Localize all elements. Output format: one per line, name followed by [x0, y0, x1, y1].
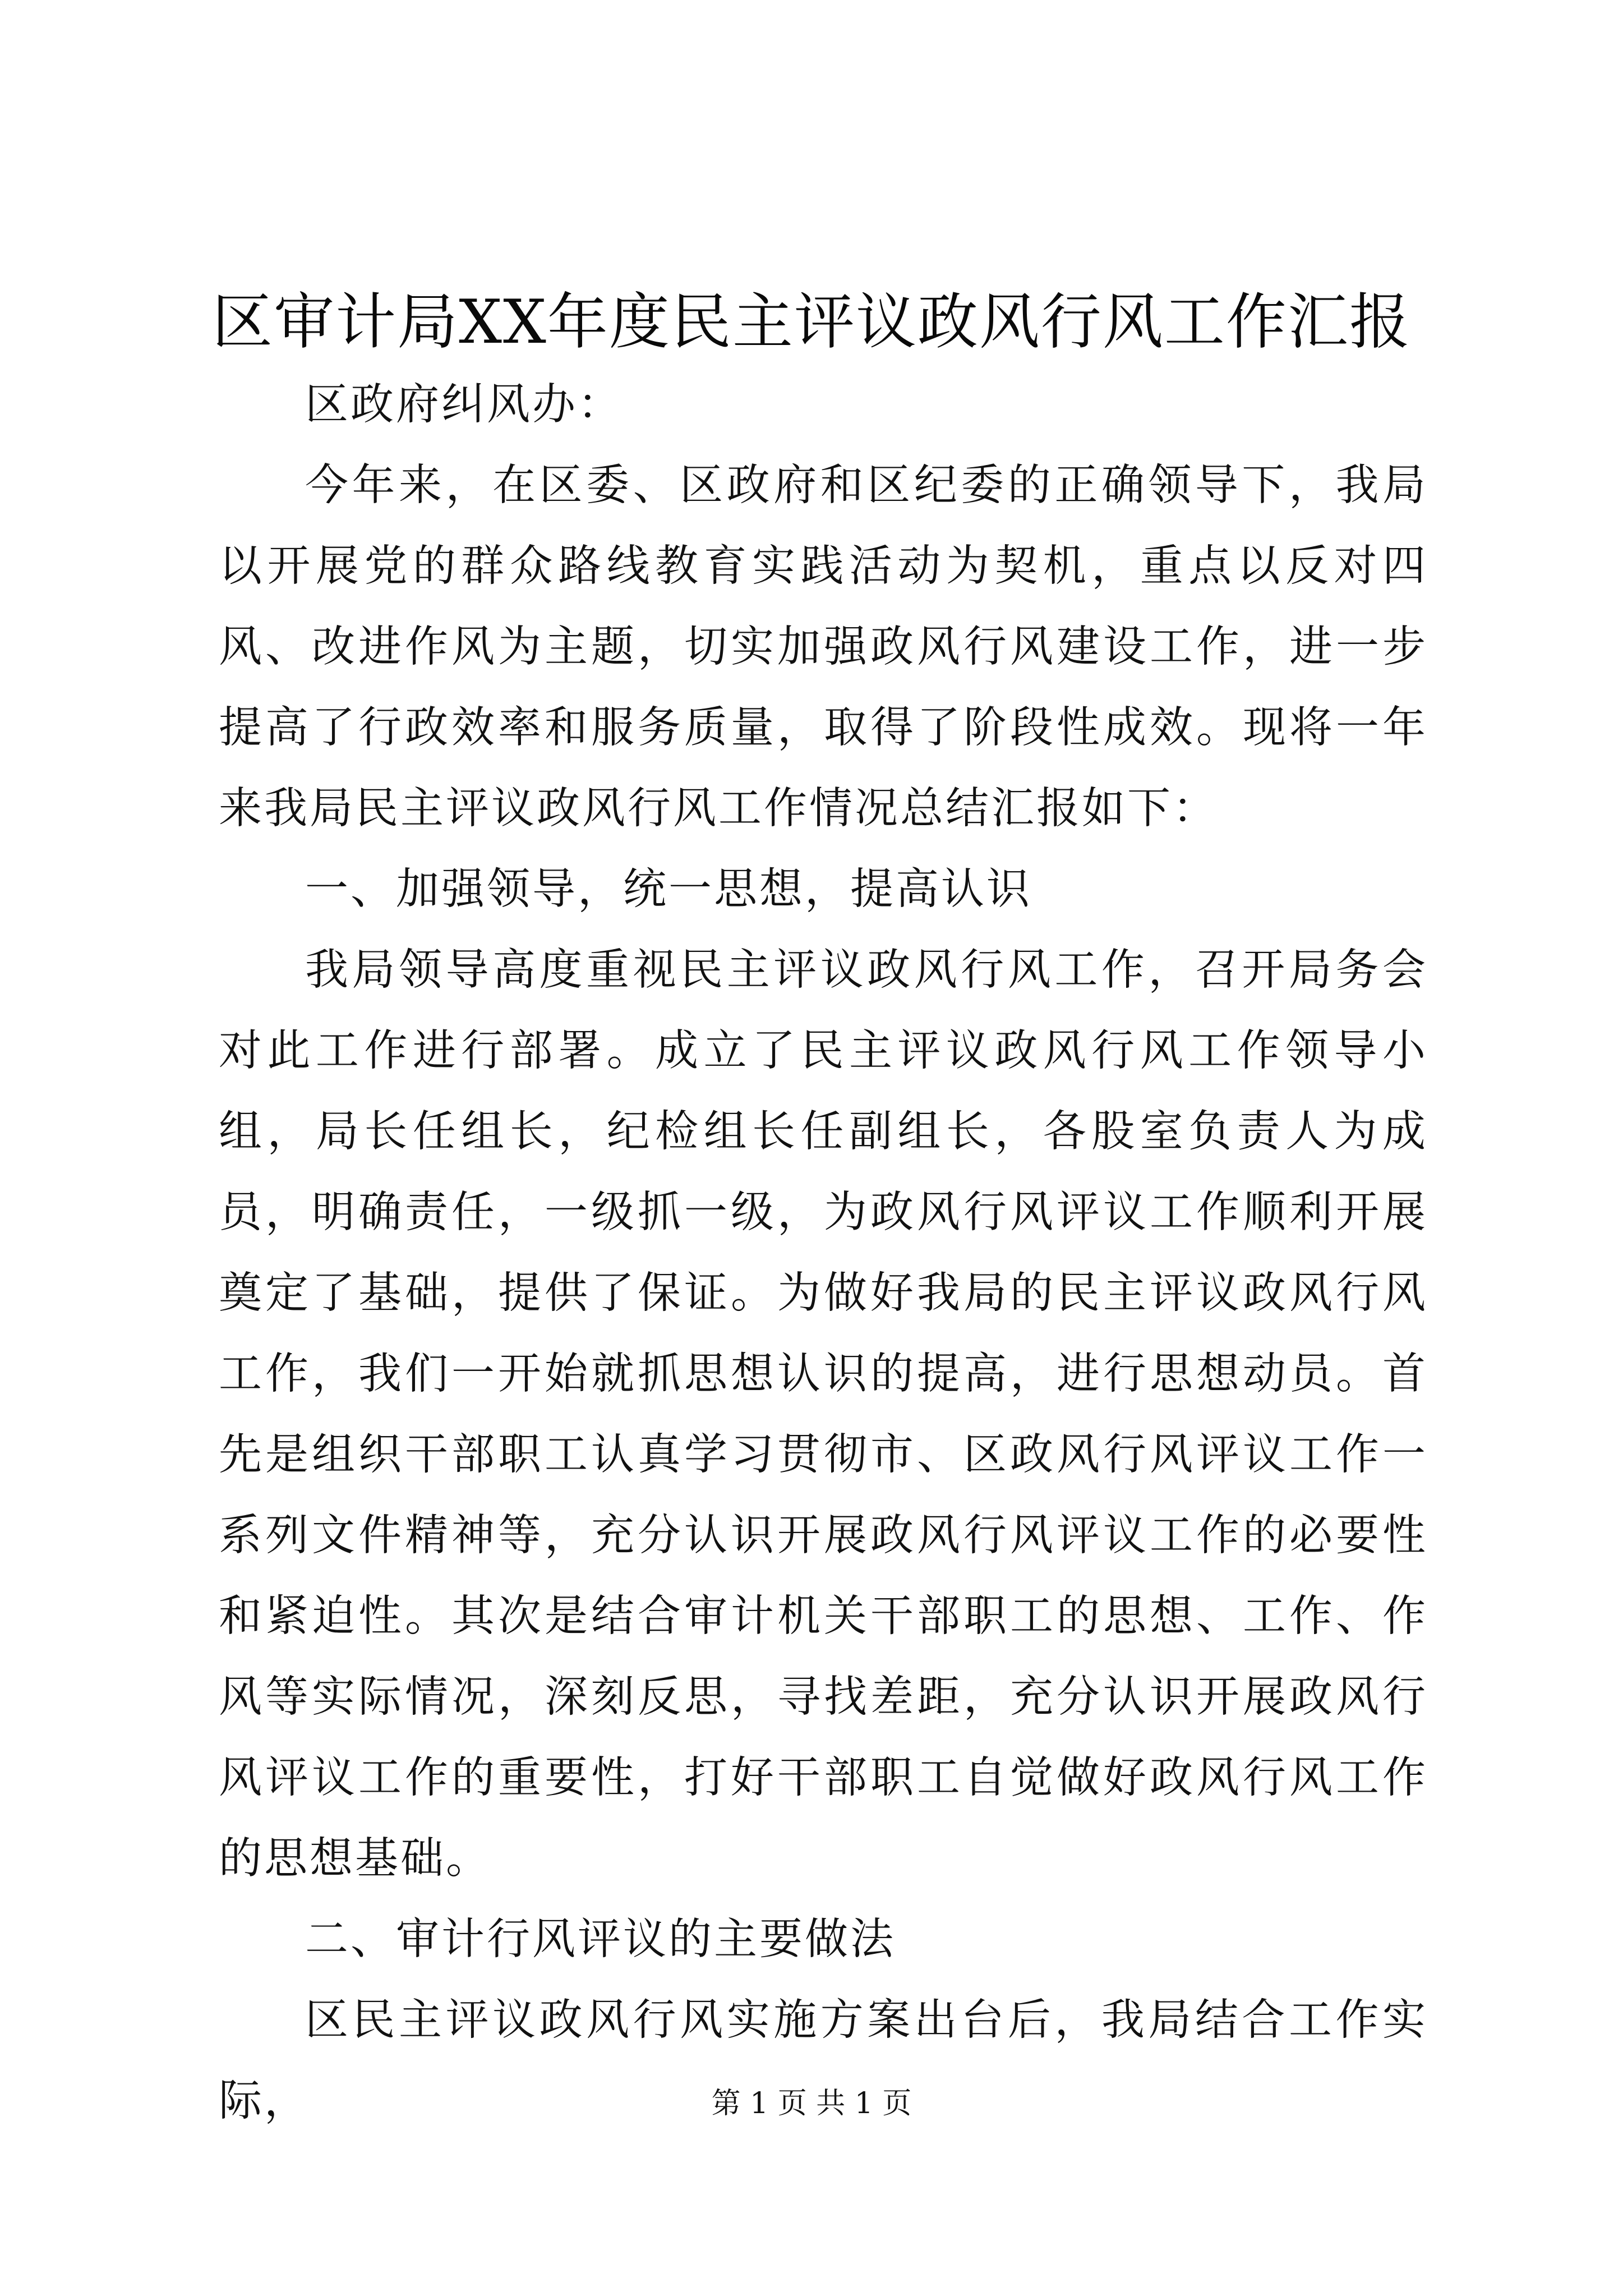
document-title: 区审计局XX年度民主评议政风行风工作汇报: [212, 287, 1411, 357]
salutation: 区政府纠风办：: [305, 380, 623, 430]
page-footer: 第 1 页 共 1 页: [711, 2087, 912, 2120]
paragraph-intro: 今年来，在区委、区政府和区纪委的正确领导下，我局以开展党的群众路线教育实践活动为契机，重点以反对四风、改进作风为主题，切实加强政风行风建设工作，进一步提高了行政效率和服务质量，取得了阶段性成效。现将一年来我局民主评议政风行风工作情况总结汇报如下：: [219, 461, 1428, 834]
section-heading-1: 一、加强领导，统一思想，提高认识: [305, 864, 1032, 914]
document-body: [219, 365, 1428, 2142]
paragraph-section-2: 区民主评议政风行风实施方案出台后，我局结合工作实际，: [219, 1995, 1428, 2126]
section-heading-2: 二、审计行风评议的主要做法: [305, 1915, 896, 1964]
paragraph-section-1: 我局领导高度重视民主评议政风行风工作，召开局务会对此工作进行部署。成立了民主评议政风行风工作领导小组，局长任组长，纪检组长任副组长，各股室负责人为成员，明确责任，一级抓一级，为政风行风评议工作顺利开展奠定了基础，提供了保证。为做好我局的民主评议政风行风工作，我们一开始就抓思想认识的提高，进行思想动员。首先是组织干部职工认真学习贯彻市、区政风行风评议工作一系列文件精神等，充分认识开展政风行风评议工作的必要性和紧迫性。其次是结合审计机关干部职工的思想、工作、作风等实际情况，深刻反思，寻找差距，充分认识开展政风行风评议工作的重要性，打好干部职工自觉做好政风行风工作的思想基础。: [219, 945, 1428, 1884]
